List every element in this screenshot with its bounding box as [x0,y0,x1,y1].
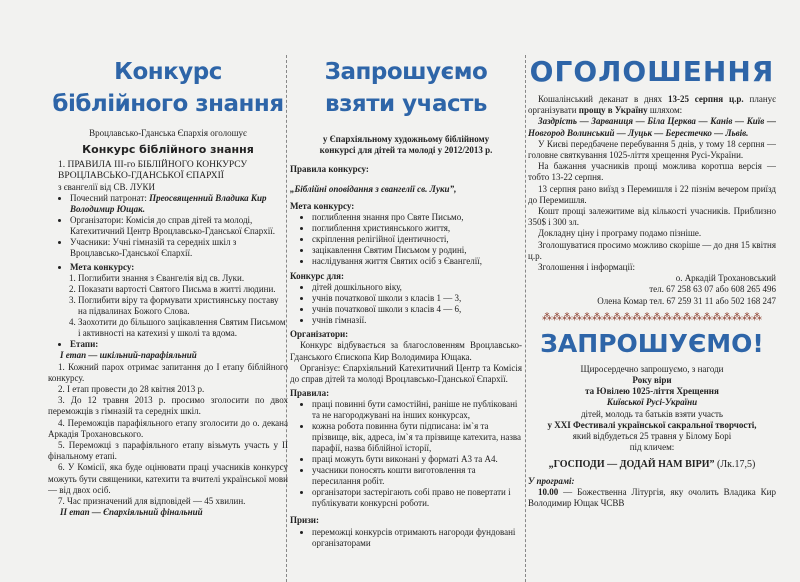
col2-prizes-label: Призи: [290,515,319,526]
col3-title: ОГОЛОШЕННЯ [529,55,775,88]
paragraph: Зголошення і інформації: [538,262,636,273]
contact-line: о. Аркадій Трохановський [675,273,776,284]
ornament-divider: ⁂⁂⁂⁂⁂⁂⁂⁂⁂⁂⁂⁂⁂⁂⁂⁂⁂⁂⁂⁂⁂⁂ [542,311,762,323]
paragraph: 6. У Комісії, яка буде оцінювати праці учасників конкурсу можуть бути священики, катехити та вчителі української мови — від двох осіб. [48,462,288,495]
program-item: 10.00 — Божественна Літургія, яку очолить Владика Кир Володимир Ющак ЧСВВ [528,486,776,509]
list-item: • Етапи: [70,339,288,350]
column-bible-contest [48,0,288,582]
invite-line: під кличем: [629,442,675,453]
paragraph: 4. Переможців парафіяльного етапу зголосити до о. декана Аркадія Трохановського. [48,417,288,439]
col2-goals-list [290,212,522,267]
program-label: У програмі: [528,475,575,486]
col2-rules2-list [290,399,522,509]
col2-theme: „Біблійні оповідання з євангелії св. Луки”, [290,183,457,194]
invite-line: Київської Русі-України [606,397,698,408]
list-item: • наслідування життя Святих осіб з Євангелії, [312,256,522,267]
list-item: • Учасники: Учні гімназій та середніх шкіл з Вроцлавсько-Гданської Єпархії. [70,237,288,259]
paragraph: Зголошуватися просимо можливо скоріше — до дня 15 квітня ц.р. [528,239,776,261]
column-art-contest [290,0,522,582]
col2-rules2-label: Правила: [290,388,330,399]
col1-subtitle: Конкурс біблійного знання [82,143,254,157]
list-item: • поглиблення знання про Святе Письмо, [312,212,522,223]
paragraph: 1. Кожний парох отримає запитання до І етапу біблійного конкурсу. [48,361,288,383]
list-item: • Організатори: Комісія до справ дітей та молоді, Катехитичний Центр Вроцлавсько-Гданської Єпархії. [70,215,288,237]
list-item: • учнів гімназії. [312,315,522,326]
list-item: • учнів початкової школи з класів 1 — 3, [312,293,522,304]
col1-stage1-label: І етап — шкільний-парафіяльний [60,350,197,361]
paragraph: Організує: Єпархіяльний Катехитичний Центр та Комісія до справ дітей та молоді Вроцлавсько-Гданської Єпархії. [290,362,522,385]
list-item: 2. Показати вартості Святого Письма в житті людини. [78,284,288,295]
col1-stage2-label: ІІ етап — Єпархіяльний фінальний [60,507,203,518]
list-item: • дітей дошкільного віку, [312,282,522,293]
invite-motto: „ГОСПОДИ — ДОДАЙ НАМ ВІРИ” (Лк.17,5) [548,459,756,471]
list-item: 3. Поглибити віру та формувати християнську поставу на підвалинах Божого Слова. [78,295,288,317]
col1-info-list [48,193,288,259]
col1-title: Конкурс біблійного знання [52,59,284,117]
contact-line: тел. 67 258 63 07 або 608 265 496 [649,284,776,295]
list-item: • учнів початкової школи з класів 4 — 6, [312,304,522,315]
col1-stages-heading [48,339,288,350]
paragraph: 13 серпня рано виїзд з Перемишля і 22 пізнім вечером приїзд до Перемишля. [528,183,776,205]
col2-prizes-list [290,527,522,549]
col3-title2: ЗАПРОШУЄМО! [540,328,764,358]
list-item: • Почесний патронат: Преосвященний Владика Кир Володимир Ющак. [70,193,288,215]
column-divider [525,55,526,582]
list-item: • учасники поносять кошти виготовлення та пересилання робіт. [312,465,522,487]
col2-for-list [290,282,522,326]
list-item: • організатори застерігають собі право не повертати і публікувати конкурсні роботи. [312,487,522,509]
col2-title: Запрошуємо взяти участь [324,59,488,117]
column-announcements [528,0,776,582]
list-item: • Мета конкурсу: [70,262,288,273]
list-item: 4. Заохотити до більшого зацікавлення Святим Письмом і активності на катехизі у школі та вдома. [78,317,288,339]
col2-org-label: Організатори: [290,329,349,340]
col3-p1: Кошалінський деканат в днях 13-25 серпня ц.р. планує організувати прощу в Україну шляхом: [528,94,776,116]
paragraph: 3. До 12 травня 2013 р. просимо зголосити по двох переможців з гімназій та середніх шкіл. [48,395,288,417]
list-item: • поглиблення християнського життя, [312,223,522,234]
col1-rules-sub: з євангелії від СВ. ЛУКИ [58,182,155,193]
invite-line: Року віри [632,375,672,386]
col1-goals-heading [48,262,288,273]
paragraph: На бажання учасників прощі можлива коротша версія — тобто 13-22 серпня. [528,161,776,183]
paragraph: Кошт прощі залежитиме від кількості учасників. Приблизно 350$ і 300 зл. [528,206,776,228]
paragraph: Докладну ціну і програму подамо пізніше. [538,228,702,239]
contact-line: Олена Комар тел. 67 259 31 11 або 502 168 247 [597,295,776,306]
list-item: • скріплення релігійної ідентичності, [312,234,522,245]
col2-goal-label: Мета конкурсу: [290,200,355,211]
col1-intro: Вроцлавсько-Гданська Єпархія оголошує [89,128,247,138]
col2-rules-label: Правила конкурсу: [290,164,369,175]
invite-line: дітей, молодь та батьків взяти участь [580,408,724,419]
list-item: • зацікавлення Святим Письмом у родині, [312,245,522,256]
invite-line: у XXI Фестивалі української сакральної творчості, [547,419,757,430]
list-item: • переможці конкурсів отримають нагороди фундовані організаторами [312,527,522,549]
col3-route: Заздрість — Зарваниця — Біла Церква — Канів — Київ — Новгород Волинський — Луцьк — Берестечко — Львів. [528,116,776,138]
col1-goals-list [48,273,288,339]
list-item: 1. Поглибити знання з Євангелія від св. Луки. [78,273,288,284]
paragraph: 5. Переможці з парафіяльного етапу візьмуть участь у ІІ фінальному етапі. [48,440,288,462]
list-item: • праці повинні бути самостійні, раніше не публіковані та не нагороджувані на інших конкурсах, [312,399,522,421]
list-item: • праці можуть бути виконані у форматі А3 та А4. [312,454,522,465]
invite-line: який відбудеться 25 травня у Білому Борі [572,431,732,442]
col1-rules-heading: 1. ПРАВИЛА ІІІ-го БІБЛІЙНОГО КОНКУРСУ ВРОЦЛАВСЬКО-ГДАНСЬКОЇ ЄПАРХІЇ [58,160,248,182]
invite-line: Щиросердечно запрошуємо, з нагоди [580,363,724,374]
paragraph: У Києві передбачене перебування 5 днів, у тому 18 серпня — головне святкування 1025-ліття хрещення Русі-України. [528,138,776,161]
col2-for-label: Конкурс для: [290,271,345,282]
paragraph: Конкурс відбувається за благословенням Вроцлавсько-Гданського Єпископа Кир Володимира Ющака. [290,340,522,362]
col2-lead: у Єпархіяльному художньому біблійному конкурсі для дітей та молоді у 2012/2013 р. [319,134,493,156]
paragraph: 7. Час призначений для відповідей — 45 хвилин. [58,496,246,507]
invite-line: та Ювілею 1025-ліття Хрещення [585,386,719,397]
paragraph: 2. І етап провести до 28 квітня 2013 р. [58,384,205,395]
list-item: • кожна робота повинна бути підписана: ім`я та прізвище, вік, адреса, ім`я та прізвище катехита, назва парафії, назва біблійної історії, [312,421,522,454]
